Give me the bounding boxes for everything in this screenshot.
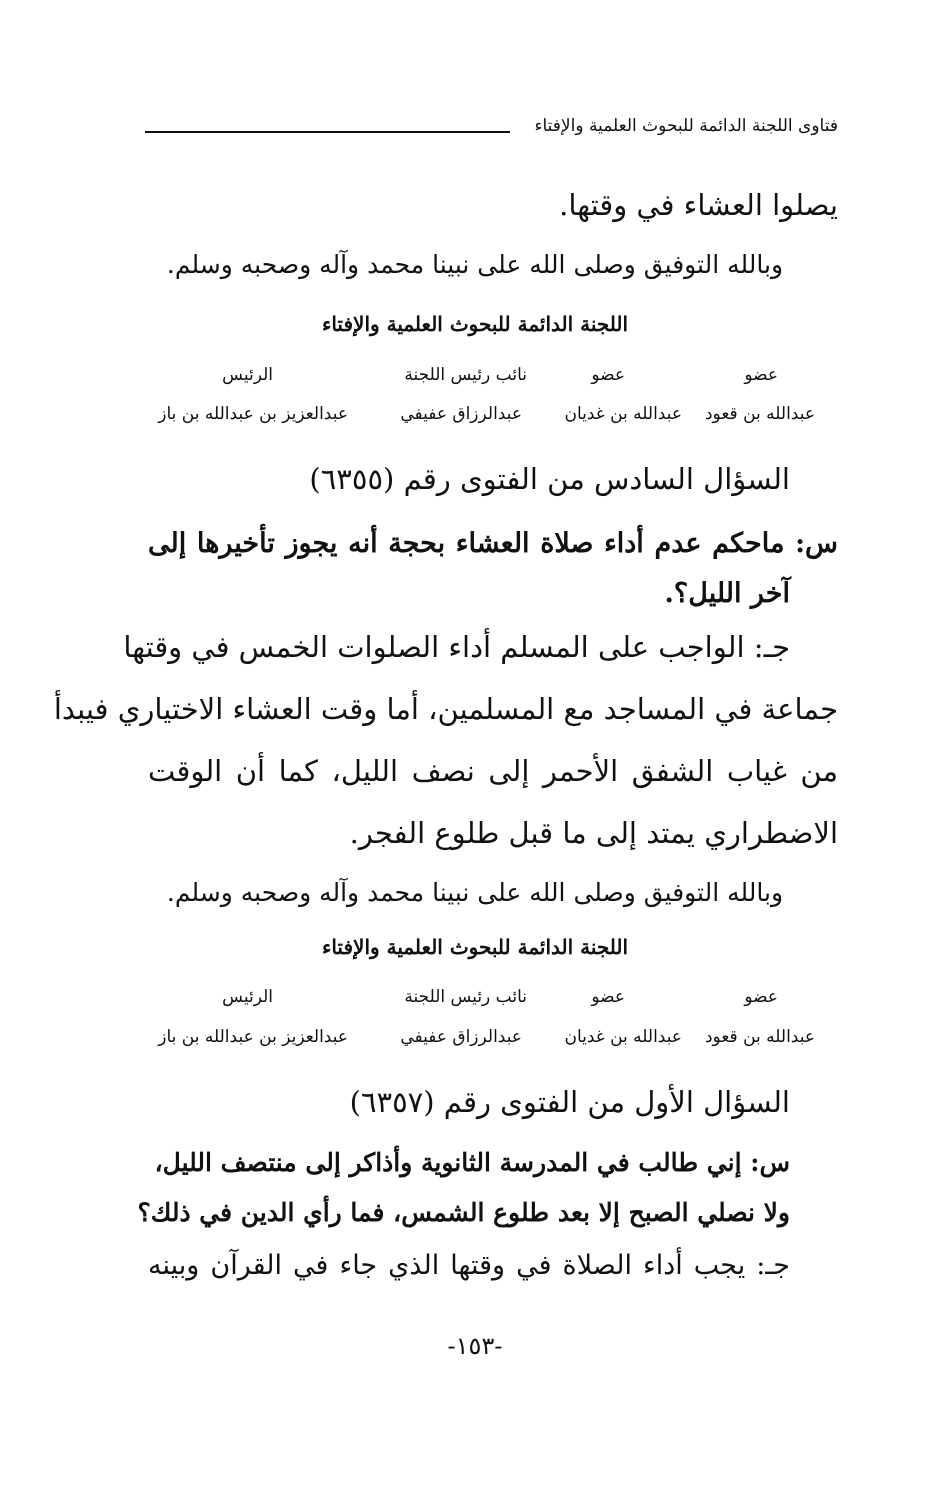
signatory-name: عبدالله بن قعود	[704, 1027, 815, 1047]
answer-line: جماعة في المساجد مع المسلمين، أما وقت العشاء الاختياري فيبدأ	[53, 692, 838, 726]
committee-name: اللجنة الدائمة للبحوث العلمية والإفتاء	[321, 312, 629, 336]
running-header: فتاوى اللجنة الدائمة للبحوث العلمية والإفتاء	[534, 116, 838, 136]
fatwa-title: السؤال الأول من الفتوى رقم (٦٣٥٧)	[349, 1085, 790, 1119]
role-vice-chairman: نائب رئيس اللجنة	[404, 987, 527, 1007]
signatory-name: عبدالله بن قعود	[704, 404, 815, 424]
text-line: يصلوا العشاء في وقتها.	[559, 188, 838, 222]
answer-line: جـ: الواجب على المسلم أداء الصلوات الخمس في وقتها	[123, 630, 790, 664]
question-line: ولا نصلي الصبح إلا بعد طلوع الشمس، فما رأي الدين في ذلك؟	[137, 1198, 790, 1227]
page-number: -١٥٣-	[447, 1332, 503, 1360]
closing-line: وبالله التوفيق وصلى الله على نبينا محمد وآله وصحبه وسلم.	[166, 250, 784, 279]
signatory-name: عبدالرزاق عفيفي	[400, 404, 522, 424]
role-member: عضو	[591, 987, 625, 1007]
signatory-name: عبدالعزيز بن عبدالله بن باز	[158, 404, 348, 424]
signatory-name: عبدالله بن غديان	[564, 1027, 682, 1047]
role-member: عضو	[744, 987, 778, 1007]
signatory-name: عبدالله بن غديان	[564, 404, 682, 424]
fatwa-title: السؤال السادس من الفتوى رقم (٦٣٥٥)	[309, 462, 790, 496]
question-line: س: إني طالب في المدرسة الثانوية وأذاكر إلى منتصف الليل،	[154, 1148, 790, 1177]
signatory-name: عبدالرزاق عفيفي	[400, 1027, 522, 1047]
closing-line: وبالله التوفيق وصلى الله على نبينا محمد وآله وصحبه وسلم.	[166, 878, 784, 907]
role-member: عضو	[744, 365, 778, 385]
header-rule	[145, 131, 510, 133]
role-chairman: الرئيس	[222, 365, 273, 385]
answer-line: جـ: يجب أداء الصلاة في وقتها الذي جاء في القرآن وبينه	[148, 1250, 790, 1281]
signatory-name: عبدالعزيز بن عبدالله بن باز	[158, 1027, 348, 1047]
answer-line: الاضطراري يمتد إلى ما قبل طلوع الفجر.	[349, 816, 838, 850]
question-line: س: ماحكم عدم أداء صلاة العشاء بحجة أنه يجوز تأخيرها إلى	[148, 528, 838, 559]
question-line: آخر الليل؟.	[664, 578, 790, 609]
committee-name: اللجنة الدائمة للبحوث العلمية والإفتاء	[321, 935, 629, 959]
role-chairman: الرئيس	[222, 987, 273, 1007]
role-vice-chairman: نائب رئيس اللجنة	[404, 365, 527, 385]
answer-line: من غياب الشفق الأحمر إلى نصف الليل، كما أن الوقت	[148, 754, 838, 788]
role-member: عضو	[591, 365, 625, 385]
